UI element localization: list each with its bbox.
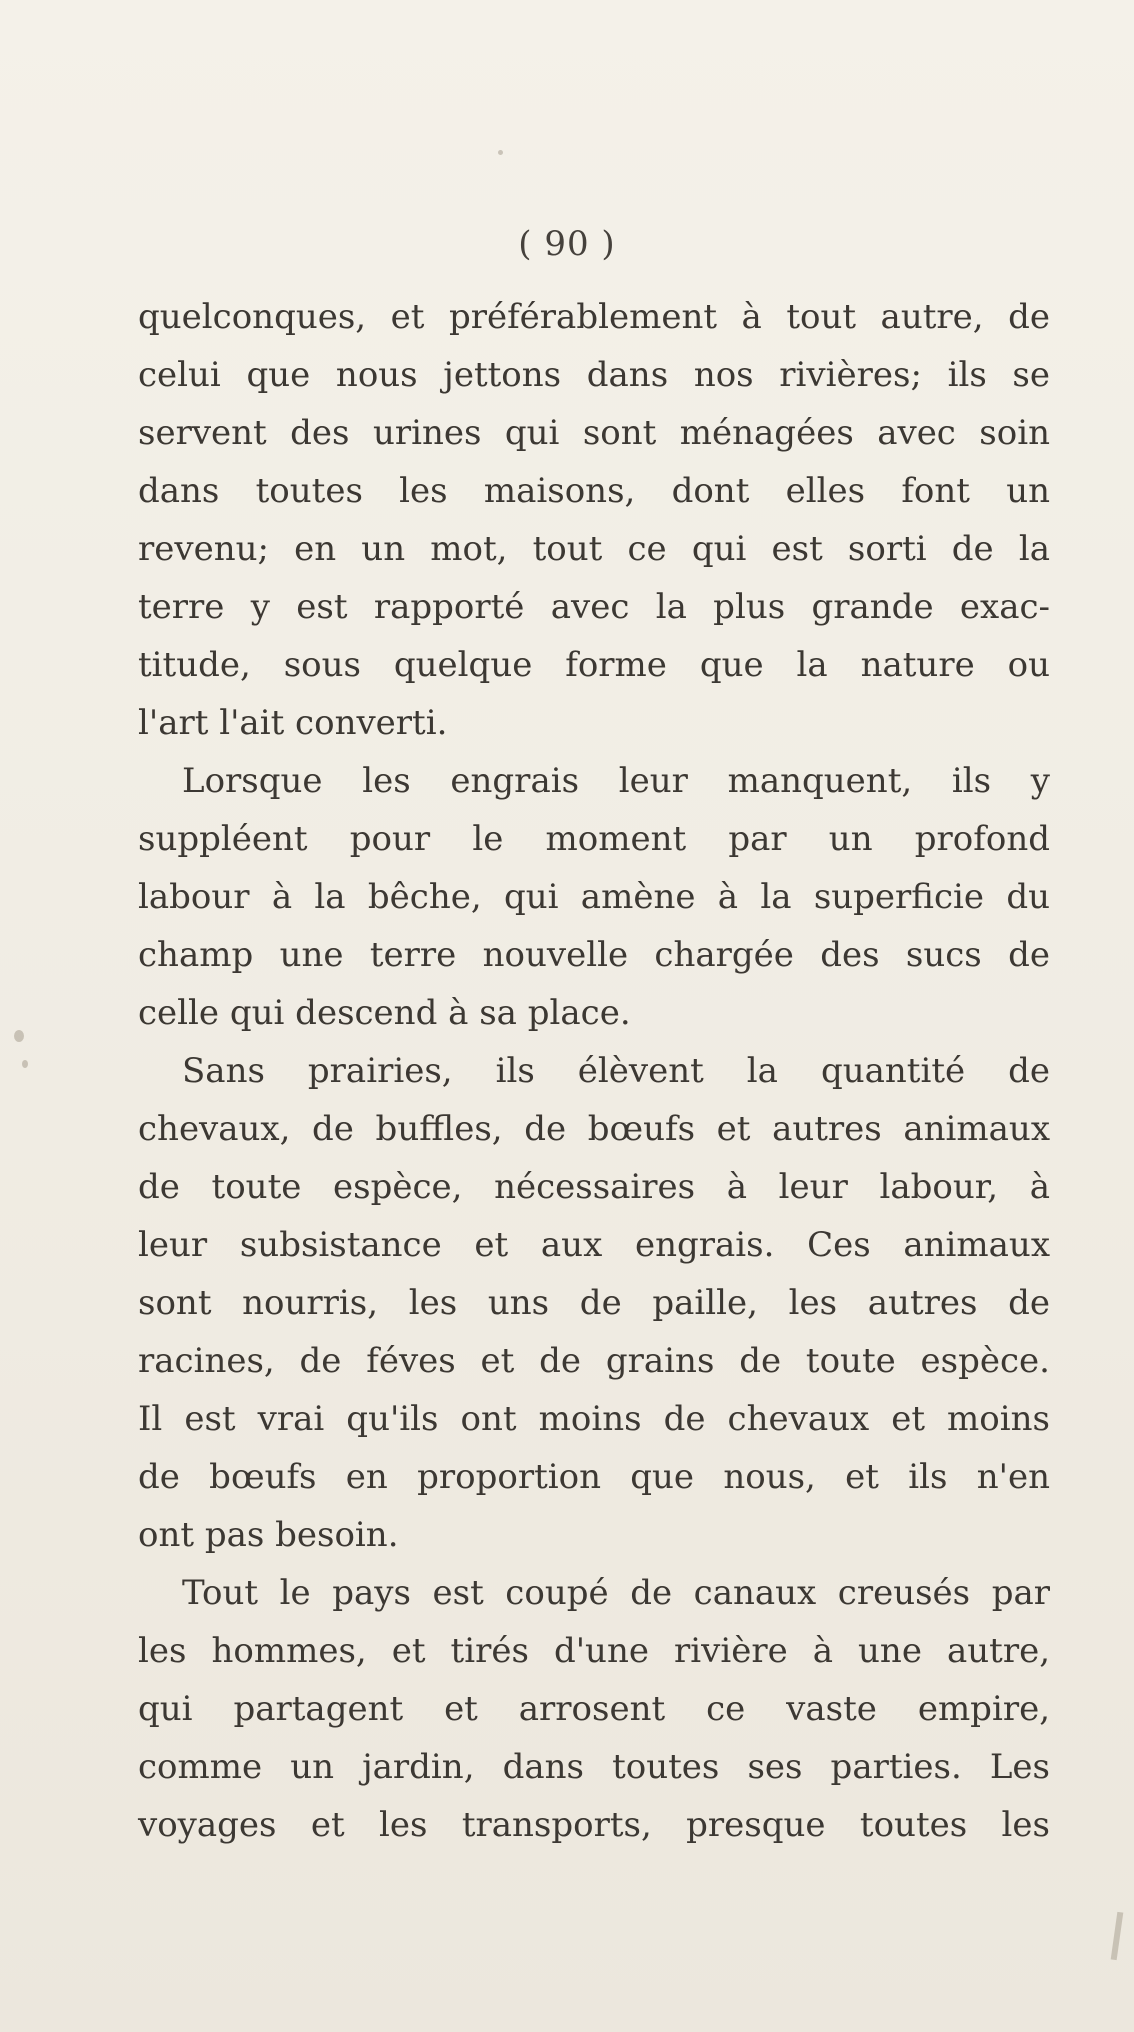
text-line: labour à la bêche, qui amène à la superficie du xyxy=(138,877,1050,917)
text-line: l'art l'ait converti. xyxy=(138,703,448,743)
text-line: sont nourris, les uns de paille, les autres de xyxy=(138,1283,1050,1323)
text-line: Sans prairies, ils élèvent la quantité de xyxy=(182,1051,1050,1091)
text-line: racines, de féves et de grains de toute espèce. xyxy=(138,1341,1050,1381)
text-line: les hommes, et tirés d'une rivière à une autre, xyxy=(138,1631,1050,1671)
text-line: celle qui descend à sa place. xyxy=(138,993,631,1033)
text-line: qui partagent et arrosent ce vaste empire, xyxy=(138,1689,1050,1729)
text-line: quelconques, et préférablement à tout autre, de xyxy=(138,297,1050,337)
text-line: servent des urines qui sont ménagées avec soin xyxy=(138,413,1050,453)
text-line: leur subsistance et aux engrais. Ces animaux xyxy=(138,1225,1050,1265)
text-line: chevaux, de buffles, de bœufs et autres animaux xyxy=(138,1109,1050,1149)
text-line: Il est vrai qu'ils ont moins de chevaux et moins xyxy=(138,1399,1050,1439)
text-line: de toute espèce, nécessaires à leur labour, à xyxy=(138,1167,1050,1207)
text-line: voyages et les transports, presque toutes les xyxy=(138,1805,1050,1845)
page-edge-mark xyxy=(1111,1912,1124,1960)
paper-speck xyxy=(498,150,503,155)
text-line: comme un jardin, dans toutes ses parties. Les xyxy=(138,1747,1050,1787)
text-line: suppléent pour le moment par un profond xyxy=(138,819,1050,859)
text-line: champ une terre nouvelle chargée des sucs de xyxy=(138,935,1050,975)
text-line: terre y est rapporté avec la plus grande exac- xyxy=(138,587,1050,627)
text-line: titude, sous quelque forme que la nature ou xyxy=(138,645,1050,685)
text-line: revenu; en un mot, tout ce qui est sorti de la xyxy=(138,529,1050,569)
text-line: de bœufs en proportion que nous, et ils n'en xyxy=(138,1457,1050,1497)
page-number: ( 90 ) xyxy=(518,224,616,264)
text-line: celui que nous jettons dans nos rivières; ils se xyxy=(138,355,1050,395)
paper-speck xyxy=(22,1060,28,1068)
text-line: ont pas besoin. xyxy=(138,1515,399,1555)
body-text xyxy=(138,288,1050,1854)
text-line: Lorsque les engrais leur manquent, ils y xyxy=(182,761,1050,801)
text-line: Tout le pays est coupé de canaux creusés par xyxy=(182,1573,1050,1613)
text-line: dans toutes les maisons, dont elles font un xyxy=(138,471,1050,511)
paper-speck xyxy=(14,1030,24,1042)
